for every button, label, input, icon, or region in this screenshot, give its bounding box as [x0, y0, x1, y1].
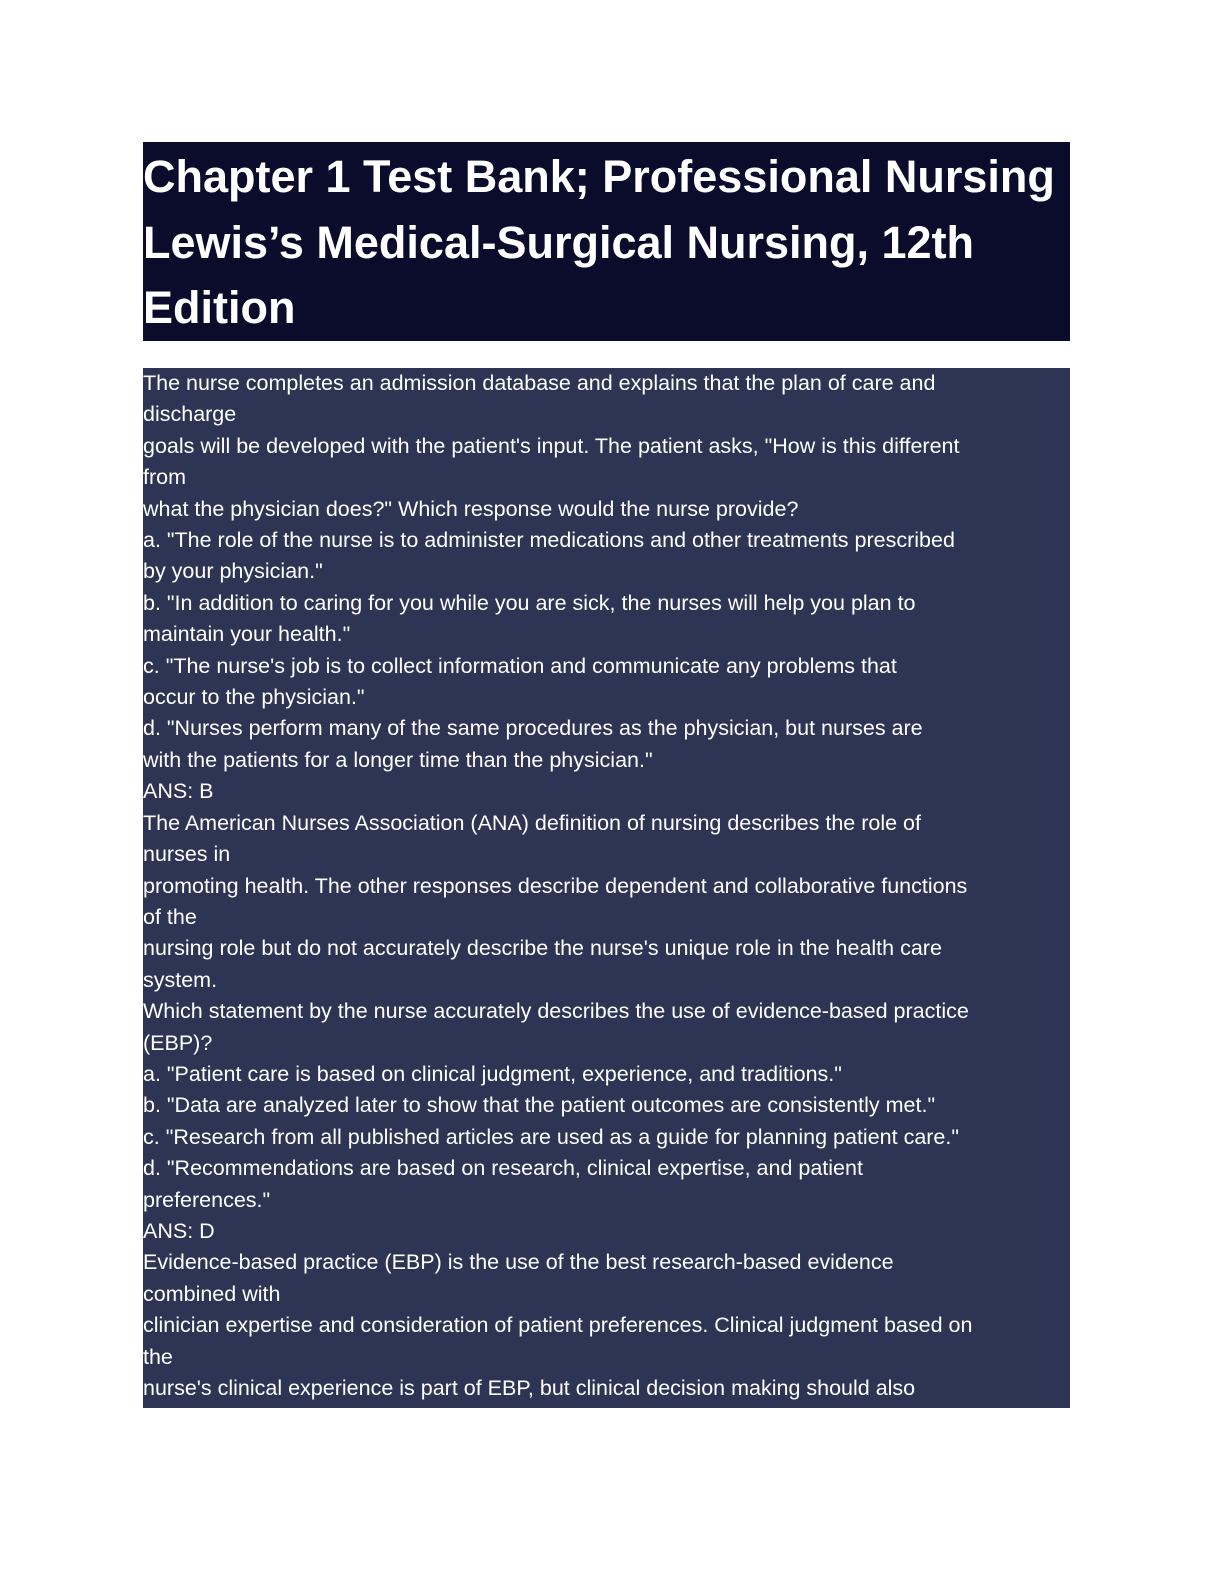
body-line: a. "Patient care is based on clinical judgment, experience, and traditions."	[143, 1061, 842, 1086]
body-line: goals will be developed with the patient's input. The patient asks, "How is this different	[143, 433, 960, 458]
body-line: what the physician does?" Which response would the nurse provide?	[143, 496, 799, 521]
answer-line: ANS: D	[143, 1218, 215, 1243]
body-line: combined with	[143, 1281, 281, 1306]
document-title-line-3: Edition	[143, 282, 296, 333]
body-line: a. "The role of the nurse is to administer medications and other treatments prescribed	[143, 528, 955, 553]
body-line: The nurse completes an admission database and explains that the plan of care and	[143, 371, 936, 395]
body-line: from	[143, 465, 186, 490]
body-line: with the patients for a longer time than the physician."	[143, 747, 653, 772]
answer-line: ANS: B	[143, 779, 214, 804]
document-title-line-2: Lewis’s Medical-Surgical Nursing, 12th	[143, 216, 975, 268]
body-line: of the	[143, 904, 197, 929]
body-line: b. "In addition to caring for you while you are sick, the nurses will help you plan to	[143, 590, 916, 615]
body-line: by your physician."	[143, 559, 323, 584]
body-line: clinician expertise and consideration of patient preferences. Clinical judgment based on	[143, 1313, 973, 1338]
document-title-block	[143, 142, 1070, 341]
body-line: c. "The nurse's job is to collect information and communicate any problems that	[143, 653, 897, 678]
body-line: nursing role but do not accurately describe the nurse's unique role in the health care	[143, 936, 942, 961]
body-line: discharge	[143, 402, 237, 427]
document-title-line-1: Chapter 1 Test Bank; Professional Nursing	[143, 151, 1055, 202]
body-line: b. "Data are analyzed later to show that the patient outcomes are consistently met."	[143, 1093, 936, 1118]
body-line: d. "Recommendations are based on research, clinical expertise, and patient	[143, 1156, 863, 1181]
body-line: nurses in	[143, 842, 231, 867]
body-line: (EBP)?	[143, 1030, 213, 1055]
body-line: The American Nurses Association (ANA) definition of nursing describes the role of	[143, 810, 921, 835]
body-line: system.	[143, 967, 218, 992]
body-line: d. "Nurses perform many of the same procedures as the physician, but nurses are	[143, 716, 923, 741]
body-line: maintain your health."	[143, 622, 351, 647]
body-line: promoting health. The other responses describe dependent and collaborative functions	[143, 873, 968, 898]
body-line: Evidence-based practice (EBP) is the use of the best research-based evidence	[143, 1250, 894, 1275]
body-line: occur to the physician."	[143, 685, 365, 710]
body-line: Which statement by the nurse accurately describes the use of evidence-based practice	[143, 999, 969, 1024]
body-line: preferences."	[143, 1187, 271, 1212]
document-body-block	[143, 368, 1070, 1408]
body-line: nurse's clinical experience is part of EBP, but clinical decision making should also	[143, 1376, 916, 1400]
body-line: c. "Research from all published articles are used as a guide for planning patient care."	[143, 1124, 959, 1149]
body-line: the	[143, 1344, 173, 1369]
